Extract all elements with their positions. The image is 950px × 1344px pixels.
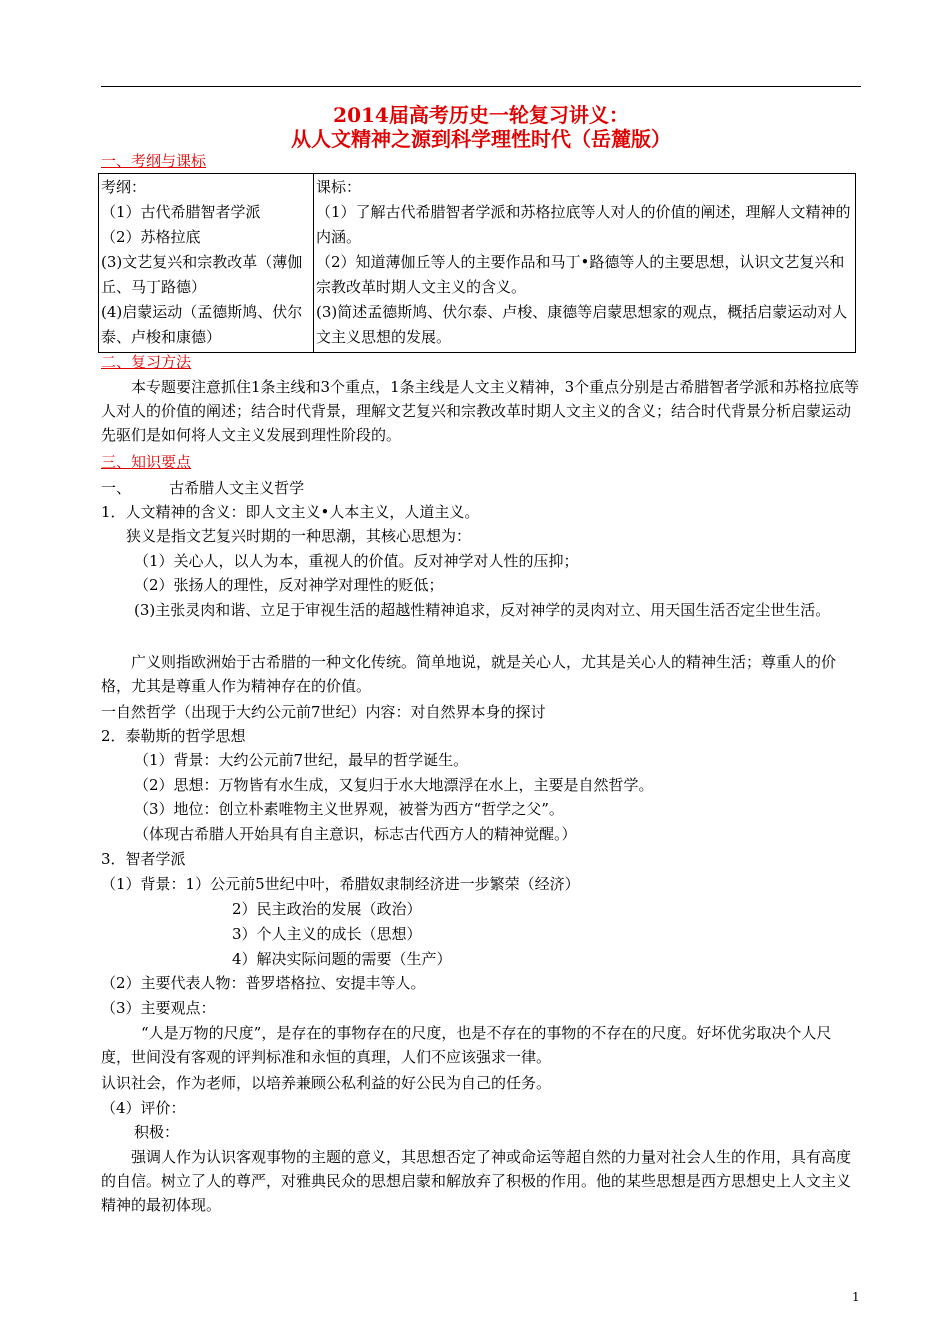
- text-line: 2．泰勒斯的哲学思想: [101, 727, 246, 745]
- syllabus-header: 考纲：: [101, 178, 147, 196]
- section-heading-2: 二、复习方法: [101, 353, 192, 371]
- standard-item: （1）了解古代希腊智者学派和苏格拉底等人对人的价值的阐述，理解人文精神的内涵。: [316, 203, 851, 246]
- syllabus-item: （1）古代希腊智者学派: [101, 203, 261, 221]
- syllabus-cell: [99, 174, 314, 353]
- header-rule: [101, 86, 861, 87]
- text-line: （体现古希腊人开始具有自主意识，标志古代西方人的精神觉醒。）: [134, 825, 577, 843]
- text-line: 狭义是指文艺复兴时期的一种思潮，其核心思想为：: [126, 527, 472, 545]
- standard-item: (3)简述孟德斯鸠、伏尔泰、卢梭、康德等启蒙思想家的观点，概括启蒙运动对人文主义思想的发展。: [316, 303, 848, 346]
- text-line: （2）主要代表人物：普罗塔格拉、安提丰等人。: [101, 974, 426, 992]
- syllabus-item: （2）苏格拉底: [101, 228, 201, 246]
- review-method-paragraph: 本专题要注意抓住1条主线和3个重点，1条主线是人文主义精神，3个重点分别是古希腊智者学派和苏格拉底等人对人的价值的阐述；结合时代背景，理解文艺复兴和宗教改革时期人文主义的含义；结合时代背景分析启蒙运动先驱们是如何将人文主义发展到理性阶段的。: [101, 378, 860, 444]
- text-line: 2）民主政治的发展（政治）: [232, 900, 422, 918]
- text-line: 积极：: [134, 1123, 180, 1141]
- text-line: （3）地位：创立朴素唯物主义世界观，被誉为西方“哲学之父”。: [134, 800, 564, 818]
- text-line: （3）主要观点：: [101, 999, 216, 1017]
- text-line: (3)主张灵肉和谐、立足于审视生活的超越性精神追求，反对神学的灵肉对立、用天国生活否定尘世生活。: [134, 601, 831, 619]
- text-line: 认识社会，作为老师，以培养兼顾公私利益的好公民为自己的任务。: [101, 1074, 552, 1092]
- subsection-heading: 一、 古希腊人文主义哲学: [101, 479, 305, 497]
- standard-cell: [314, 174, 856, 353]
- text-line: （4）评价：: [101, 1099, 186, 1117]
- section-heading-3: 三、知识要点: [101, 453, 192, 471]
- page-number: 1: [852, 1290, 860, 1304]
- standard-header: 课标：: [316, 178, 362, 196]
- text-paragraph: 强调人作为认识客观事物的主题的意义，其思想否定了神或命运等超自然的力量对社会人生的作用，具有高度的自信。树立了人的尊严，对雅典民众的思想启蒙和解放弃了积极的作用。他的某些思想是西方思想史上人文主义精神的最初体现。: [101, 1148, 852, 1214]
- text-line: （2）思想：万物皆有水生成，又复归于水大地漂浮在水上，主要是自然哲学。: [134, 776, 654, 794]
- syllabus-item: (3)文艺复兴和宗教改革（薄伽丘、马丁路德）: [101, 253, 303, 296]
- text-line: 3．智者学派: [101, 850, 186, 868]
- text-line: （2）张扬人的理性，反对神学对理性的贬低；: [134, 576, 444, 594]
- standard-item: （2）知道薄伽丘等人的主要作品和马丁•路德等人的主要思想，认识文艺复兴和宗教改革时期人文主义的含义。: [316, 253, 845, 296]
- text-line: （1）背景：1）公元前5世纪中叶，希腊奴隶制经济进一步繁荣（经济）: [101, 875, 580, 893]
- syllabus-item: (4)启蒙运动（孟德斯鸠、伏尔泰、卢梭和康德）: [101, 303, 303, 346]
- section-heading-1: 一、考纲与课标: [101, 152, 207, 170]
- document-title-line1: 2014届高考历史一轮复习讲义：: [333, 103, 629, 127]
- text-paragraph: 广义则指欧洲始于古希腊的一种文化传统。简单地说，就是关心人，尤其是关心人的精神生活；尊重人的价格，尤其是尊重人作为精神存在的价值。: [101, 653, 837, 695]
- text-line: 4）解决实际问题的需要（生产）: [232, 950, 452, 968]
- text-line: （1）背景：大约公元前7世纪，最早的哲学诞生。: [134, 751, 469, 769]
- text-line: 一自然哲学（出现于大约公元前7世纪）内容：对自然界本身的探讨: [101, 703, 546, 721]
- text-paragraph: “人是万物的尺度”，是存在的事物存在的尺度，也是不存在的事物的不存在的尺度。好坏优劣取决个人尺度，世间没有客观的评判标准和永恒的真理，人们不应该强求一律。: [101, 1024, 832, 1066]
- syllabus-table: [98, 173, 856, 353]
- text-line: （1）关心人，以人为本，重视人的价值。反对神学对人性的压抑；: [134, 552, 579, 570]
- text-line: 1．人文精神的含义：即人文主义•人本主义，人道主义。: [101, 503, 480, 521]
- text-line: 3）个人主义的成长（思想）: [232, 925, 422, 943]
- document-title-line2: 从人文精神之源到科学理性时代（岳麓版）: [291, 127, 671, 151]
